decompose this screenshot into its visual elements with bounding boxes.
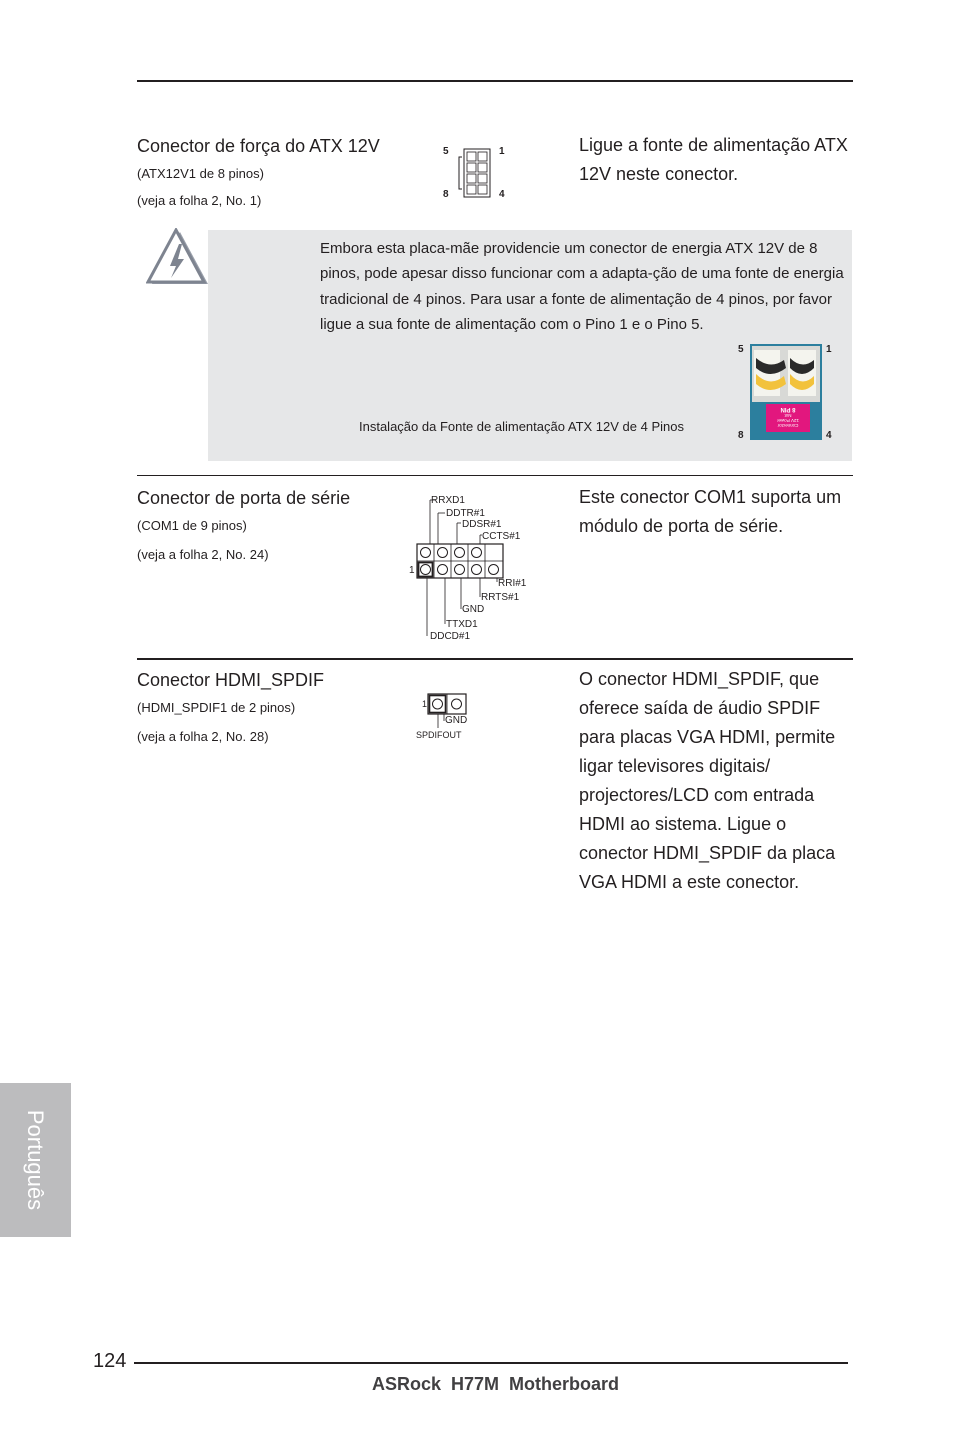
com-label-ddtr1: DDTR#1 [446, 508, 485, 519]
atx-description: Ligue a fonte de alimentação ATX 12V neste conector. [579, 135, 848, 184]
atx12v-pin-grid [456, 147, 496, 199]
sticker-line-3: Not [784, 413, 792, 418]
hdmi-pin1-label: 1 [422, 699, 428, 709]
com-label-ddsr1: DDSR#1 [462, 519, 502, 530]
com-label-rrts1: RRTS#1 [481, 592, 520, 603]
com-sub1: (COM1 de 9 pinos) [137, 518, 247, 533]
com-title: Conector de porta de série [137, 488, 351, 508]
atx-4pin-photo-image [750, 344, 822, 440]
com-label-ddcd1: DDCD#1 [430, 631, 471, 642]
atx-sub1: (ATX12V1 de 8 pinos) [137, 166, 264, 181]
hdmi-description: O conector HDMI_SPDIF, que oferece saída de áudio SPDIF para placas VGA HDMI, permite ligar televisores digitais/ projectores/LCD com entrada HDMI ao sistema. Ligue o conector HDMI_SPDIF da placa VGA HDMI a este conector. [579, 669, 836, 892]
atx-sub2: (veja a folha 2, No. 1) [137, 193, 262, 208]
page-number: 124 [93, 1350, 127, 1372]
hdmi-sub1: (HDMI_SPDIF1 de 2 pinos) [137, 700, 296, 715]
com-label-ttxd1: TTXD1 [446, 619, 478, 630]
com-label-ccts1: CCTS#1 [482, 531, 521, 542]
footer-rule [134, 1362, 848, 1364]
sticker-line-1: Connector [777, 423, 799, 428]
photo-pin-label-1: 1 [826, 344, 832, 355]
hdmi-spdif-header-diagram [414, 690, 478, 742]
pin-label-1: 1 [499, 146, 505, 157]
language-side-tab [0, 1083, 71, 1237]
section-rule-hdmi [137, 658, 853, 660]
atx-4pin-photo [736, 342, 836, 442]
com-label-rrxd1: RRXD1 [431, 495, 465, 506]
pin-label-5: 5 [443, 146, 449, 157]
section-rule-com [137, 475, 853, 476]
hdmi-spdifout-label: SPDIFOUT [416, 730, 462, 740]
hdmi-gnd-label: GND [445, 715, 468, 726]
com-label-rri1: RRI#1 [498, 578, 527, 589]
pin-label-8: 8 [443, 189, 449, 200]
photo-pin-label-8: 8 [738, 430, 744, 441]
atx-title: Conector de força do ATX 12V [137, 136, 380, 156]
com-sub2: (veja a folha 2, No. 24) [137, 547, 269, 562]
note-box [208, 230, 852, 461]
note-caption: Instalação da Fonte de alimentação ATX 12V de 4 Pinos [359, 419, 684, 434]
warning-icon [146, 228, 210, 286]
hdmi-title: Conector HDMI_SPDIF [137, 670, 325, 690]
com1-header-diagram [405, 490, 535, 646]
com-description: Este conector COM1 suporta um módulo de porta de série. [579, 487, 842, 536]
photo-pin-label-5: 5 [738, 344, 744, 355]
atx12v-connector-diagram [440, 143, 510, 203]
com-label-gnd: GND [462, 604, 485, 615]
language-tab-label: Português [23, 1109, 48, 1211]
note-text: Embora esta placa-mãe providencie um conector de energia ATX 12V de 8 pinos, pode apesar disso funcionar com a adapta-ção de uma fonte de energia tradicional de 4 pinos. Para usar a fonte de alimentação de 4 pinos, por favor ligue a sua fonte de alimentação com o Pino 1 e o Pino 5. [320, 240, 844, 333]
top-rule [137, 80, 853, 82]
sticker-line-2: 12V Power [776, 418, 800, 423]
hdmi-sub2: (veja a folha 2, No. 28) [137, 729, 269, 744]
pin-label-4: 4 [499, 189, 505, 200]
com-pin1-label: 1 [409, 565, 415, 576]
footer-product: ASRock H77M Motherboard [372, 1374, 620, 1394]
photo-pin-label-4: 4 [826, 430, 832, 441]
sticker-line-4: 8 PIN [780, 406, 796, 412]
